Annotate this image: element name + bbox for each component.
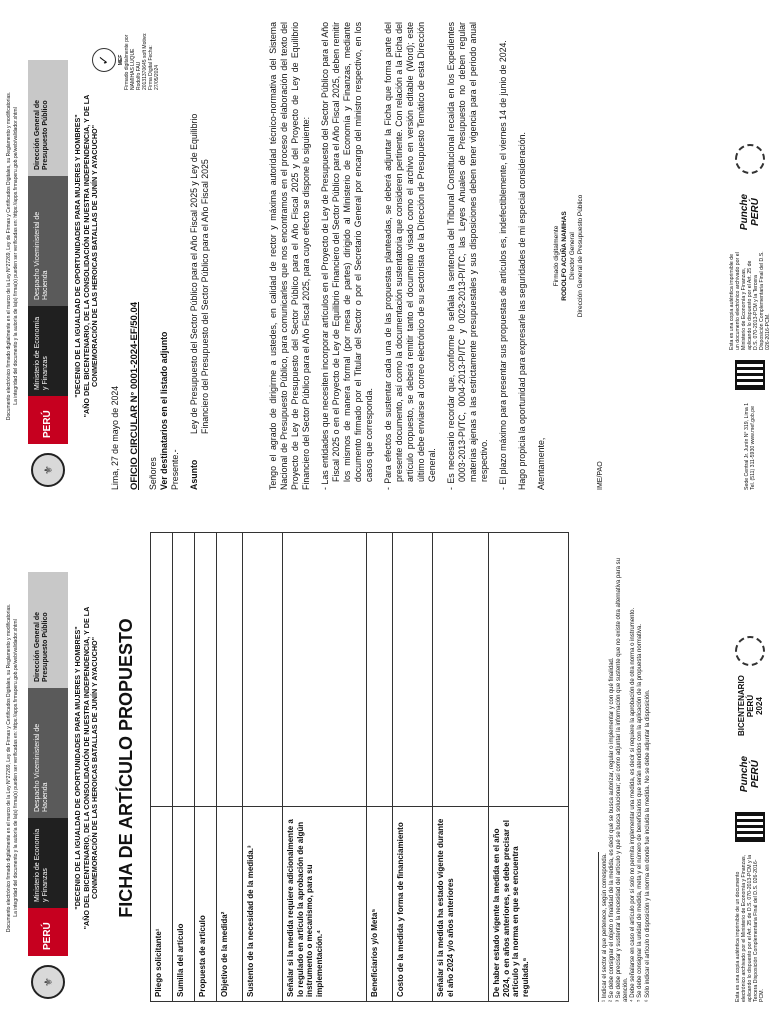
signature-line-1: Firmado digitalmente [553, 225, 560, 287]
motto [74, 534, 100, 1002]
header-despacho: Despacho Viceministerial de Hacienda [28, 176, 68, 306]
initials: IME/PAO [597, 461, 604, 490]
bicentenario-line-3: 2024 [754, 697, 764, 715]
bicentenario-line-1: BICENTENARIO [736, 675, 746, 736]
table-row [195, 533, 217, 1002]
footnotes [598, 534, 652, 1002]
row-value[interactable] [367, 533, 393, 807]
table-row [243, 533, 283, 1002]
qr-code-icon [735, 812, 765, 842]
punche-peru-logo: Punche PERÚ [739, 193, 761, 231]
row-value[interactable] [433, 533, 489, 807]
motto-line-3: CONMEMORACIÓN DE LAS HEROICAS BATALLAS DE JUNÍN Y AYACUCHO" [90, 124, 100, 388]
footnote: ² Se debe consignar el objeto o finalidad de la medida, es decir qué se busca autorizar, regular o implementar y con qué finalidad. [609, 657, 616, 1002]
letterhead [28, 534, 68, 1002]
page-footer [736, 534, 764, 1002]
header-ministerio: Ministerio de Economía y Finanzas [28, 306, 68, 396]
row-label: Sustento de la necesidad de la medida.³ [243, 807, 283, 1002]
motto [74, 22, 100, 490]
footnote-rule [598, 852, 599, 1002]
row-value[interactable] [151, 533, 173, 807]
punche-peru-logo: Punche PERÚ [739, 755, 761, 793]
row-label: Señalar si la medida requiere adicionalmente a lo regulado en artículo la aprobación de algún instrumento o mecanismo, para su implementación.⁴ [283, 807, 367, 1002]
header-direccion: Dirección General de Presupuesto Público [28, 572, 68, 688]
digital-signature-notice [6, 0, 19, 512]
table-row [489, 533, 569, 1002]
motto-line-1: "DECENIO DE LA IGUALDAD DE OPORTUNIDADES PARA MUJERES Y HOMBRES" [73, 114, 82, 398]
table-row [367, 533, 393, 1002]
footnote: ¹ Indicar el sector al que pertenece, según corresponda. [602, 853, 608, 1002]
bullet-4: - El plazo máximo para presentar sus propuestas de artículos es, indefectiblemente, el viernes 14 de junio de 2024. [498, 40, 508, 490]
motto-line-3: CONMEMORACIÓN DE LAS HEROICAS BATALLAS DE JUNÍN Y AYACUCHO" [90, 636, 100, 900]
bullet-3: - Es necesario recordar que, conforme lo señala la sentencia del Tribunal Constitucional recaída en los Expedientes 0003-2013-PI/TC, 0004-2013-PI/TC y 0023-2013-PI/TC, las Leyes Anuales de Presupuesto no deben regular materias ajenas a las estrictamente presupuestales y sus disposiciones deben tener vigencia para el periodo anual respectivo. [446, 22, 489, 490]
stamp-org: MEF [118, 54, 124, 66]
bullet-2: - Para efectos de sustentar cada una de las propuestas planteadas, se deberá adjuntar la Ficha que forma parte del presente documento, así como la documentación sustentatoria que consideren pertinente. Con relación a la Ficha del artículo propuesto, se deberá remitir tanto el documento visado como el archivo en versión editable (Word); este último debe enviarse al correo electrónico de su sectorista de la Dirección de Presupuesto Temático de esta Dirección General. [383, 22, 437, 490]
footnote: ⁵ Se debe consignar la unidad de medida, meta y el número de beneficiarios que serán atendidos con la aplicación de la propuesta normativa. [637, 623, 644, 1002]
asunto-text: Ley de Presupuesto del Sector Público para el Año Fiscal 2025 y Ley de Equilibrio Financiero del Presupuesto del Sector Público para el Año Fiscal 2025 [189, 113, 210, 434]
bicentenario-logo [737, 676, 764, 736]
ficha-title: FICHA DE ARTÍCULO PROPUESTO [116, 618, 136, 918]
row-value[interactable] [217, 533, 243, 807]
digital-signature-notice [6, 512, 19, 1024]
header-direccion: Dirección General de Presupuesto Público [28, 60, 68, 176]
signature-line-4: Dirección General de Presupuesto Público [577, 194, 584, 318]
closing: Hago propicia la oportunidad para expresarle las seguridades de mi especial consideración. [517, 132, 527, 490]
motto-line-2: "AÑO DEL BICENTENARIO, DE LA CONSOLIDACIÓN DE NUESTRA INDEPENDENCIA, Y DE LA [81, 606, 91, 930]
asunto-label: Asunto [189, 459, 199, 490]
header-peru: PERÚ [28, 908, 68, 956]
letter-body-cont [268, 22, 606, 490]
letter-body [110, 96, 219, 490]
city-date: Lima, 27 de mayo de 2024 [110, 385, 120, 490]
table-row [283, 533, 367, 1002]
salutation-1: Señores [148, 457, 158, 490]
signature-line-3: Director General [569, 232, 576, 280]
row-label: Señalar si la medida ha estado vigente durante el año 2024 y/o años anteriores [433, 807, 489, 1002]
header-despacho: Despacho Viceministerial de Hacienda [28, 688, 68, 818]
page-ficha [0, 512, 768, 1024]
row-label: De haber estado vigente la medida en el año 2024, o en años anteriores, se debe precisar el artículo y la norma en que se encuentra regulada.⁶ [489, 807, 569, 1002]
asunto-block [189, 96, 211, 490]
row-value[interactable] [243, 533, 283, 807]
salutation-3: Presente.- [170, 449, 180, 490]
footnote: ⁶ Sólo indicar el artículo o disposición y la norma en donde fue incluida la medida. No se debe adjuntar la disposición. [644, 689, 651, 1002]
footnote: ⁴ Debe señalarse en caso el artículo por sí solo no permita implementar una medida, es decir si requiere la aprobación de otra norma o instrumento. [630, 607, 637, 1002]
paragraph-1: Tengo el agrado de dirigirme a ustedes, en calidad de rector y máxima autoridad técnico-normativa del Sistema Nacional de Presupuesto Público, para comunicarles que nos encontramos en el proceso de elaboración del texto del Proyecto de Ley de Presupuesto del Sector Público para el Año Fiscal 2025 y del Proyecto de Ley de Equilibrio Financiero del Sector Público para el Año Fiscal 2025, para cuyo efecto se dispone lo siguiente: [268, 22, 311, 490]
authenticity-note: Esta es una copia auténtica imprimible de un documento electrónico archivado por el Ministerio de Economía y Finanzas, aplicando lo dispuesto por el Art. 25 de D.S. 070-2013-PCM y la Tercera Disposición Complementaria Final del D.S. 026-2016-PCM. [729, 251, 771, 350]
notice-line-1: Documento electrónico firmado digitalmente en el marco de la Ley N°27269, Ley de Firmas y Certificados Digitales, su Reglamento y modificatorias. [6, 91, 12, 421]
footnote: ³ Se debe precisar y sustentar la necesidad del artículo y qué se busca solucionar; así como adjuntar la información que sustente que no existe otra alternativa para su atención. [616, 558, 630, 1002]
header-ministerio: Ministerio de Economía y Finanzas [28, 818, 68, 908]
letterhead [28, 22, 68, 490]
sede-address: Sede Central Jr. Junín N° 319, Lima 1 Tel. (511) 311-5930 www.mef.gob.pe [744, 402, 756, 490]
atentamente: Atentamente, [536, 437, 546, 490]
table-row [217, 533, 243, 1002]
signature-check-icon: ✓ [92, 48, 116, 72]
stamp-text: Firmado digitalmente por NAMIHAS LUQUE Rodolfo FAU 20131370645 soft Motivo: Firma Digital Fecha: 27/05/2024 [124, 32, 160, 90]
motto-line-1: "DECENIO DE LA IGUALDAD DE OPORTUNIDADES PARA MUJERES Y HOMBRES" [73, 626, 82, 910]
table-row [433, 533, 489, 1002]
sun-emblem-icon [735, 144, 765, 174]
table-row [151, 533, 173, 1002]
row-value[interactable] [283, 533, 367, 807]
qr-code-icon [735, 360, 765, 390]
row-label: Propuesta de artículo [195, 807, 217, 1002]
motto-line-2: "AÑO DEL BICENTENARIO, DE LA CONSOLIDACIÓN DE NUESTRA INDEPENDENCIA, Y DE LA [81, 94, 91, 418]
row-value[interactable] [173, 533, 195, 807]
bicentenario-line-2: PERÚ [745, 694, 755, 718]
notice-line-1: Documento electrónico firmado digitalmente en el marco de la Ley N°27269, Ley de Firmas y Certificados Digitales, su Reglamento y modificatorias. [6, 603, 12, 933]
page-footer-right [729, 22, 771, 490]
coat-of-arms-icon: ⚜ [28, 962, 68, 1002]
row-value[interactable] [393, 533, 433, 807]
row-label: Sumilla del artículo [173, 807, 195, 1002]
row-value[interactable] [195, 533, 217, 807]
table-row [173, 533, 195, 1002]
signature-block [553, 22, 585, 490]
digital-signature-stamp [92, 30, 160, 90]
row-label: Pliego solicitante¹ [151, 807, 173, 1002]
oficio-number: OFICIO CIRCULAR N° 0001-2024-EF/50.04 [129, 301, 140, 490]
table-row [393, 533, 433, 1002]
ficha-table [150, 532, 569, 1002]
row-label: Objetivo de la medida² [217, 807, 243, 1002]
notice-line-2: La integridad del documento y la autoría de la(s) firma(s) pueden ser verificadas en: https://apps.firmaperu.gob.pe/web/validador.xhtml [12, 619, 19, 917]
bullet-1: - Las entidades que necesiten incorporar artículos en el Proyecto de Ley de Presupuesto del Sector Público para el Año Fiscal 2025 o en el Proyecto de Ley de Equilibrio Financiero del Sector Público para el Año Fiscal 2025, deben remitir los mismos de manera formal (por mesa de partes) dirigido al Ministerio de Economía y Finanzas, mediante documento firmado por el Titular del Sector o por el Secretario General por encargo del ministro respectivo, en los casos que corresponda. [320, 22, 374, 490]
header-peru: PERÚ [28, 396, 68, 444]
signature-line-2: RODOLFO ACUÑA NAMIHAS [561, 211, 568, 301]
coat-of-arms-icon: ⚜ [28, 450, 68, 490]
row-value[interactable] [489, 533, 569, 807]
row-label: Costo de la medida y forma de financiamiento [393, 807, 433, 1002]
salutation-2: Ver destinatarios en el listado adjunto [159, 331, 169, 490]
notice-line-2: La integridad del documento y la autoría de la(s) firma(s) pueden ser verificadas en: https://apps.firmaperu.gob.pe/web/validador.xhtml [12, 107, 19, 405]
sun-emblem-icon [735, 636, 765, 666]
authenticity-note: Esta es una copia auténtica imprimible de un documento electrónico archivado por el Ministerio de Economía y Finanzas, aplicando lo dispuesto por el Art. 25 de D.S. 070-2013-PCM y la Tercera Disposición Complementaria Final del D.S. 026-2016-PCM. [735, 854, 765, 1002]
row-label: Beneficiarios y/o Meta⁵ [367, 807, 393, 1002]
